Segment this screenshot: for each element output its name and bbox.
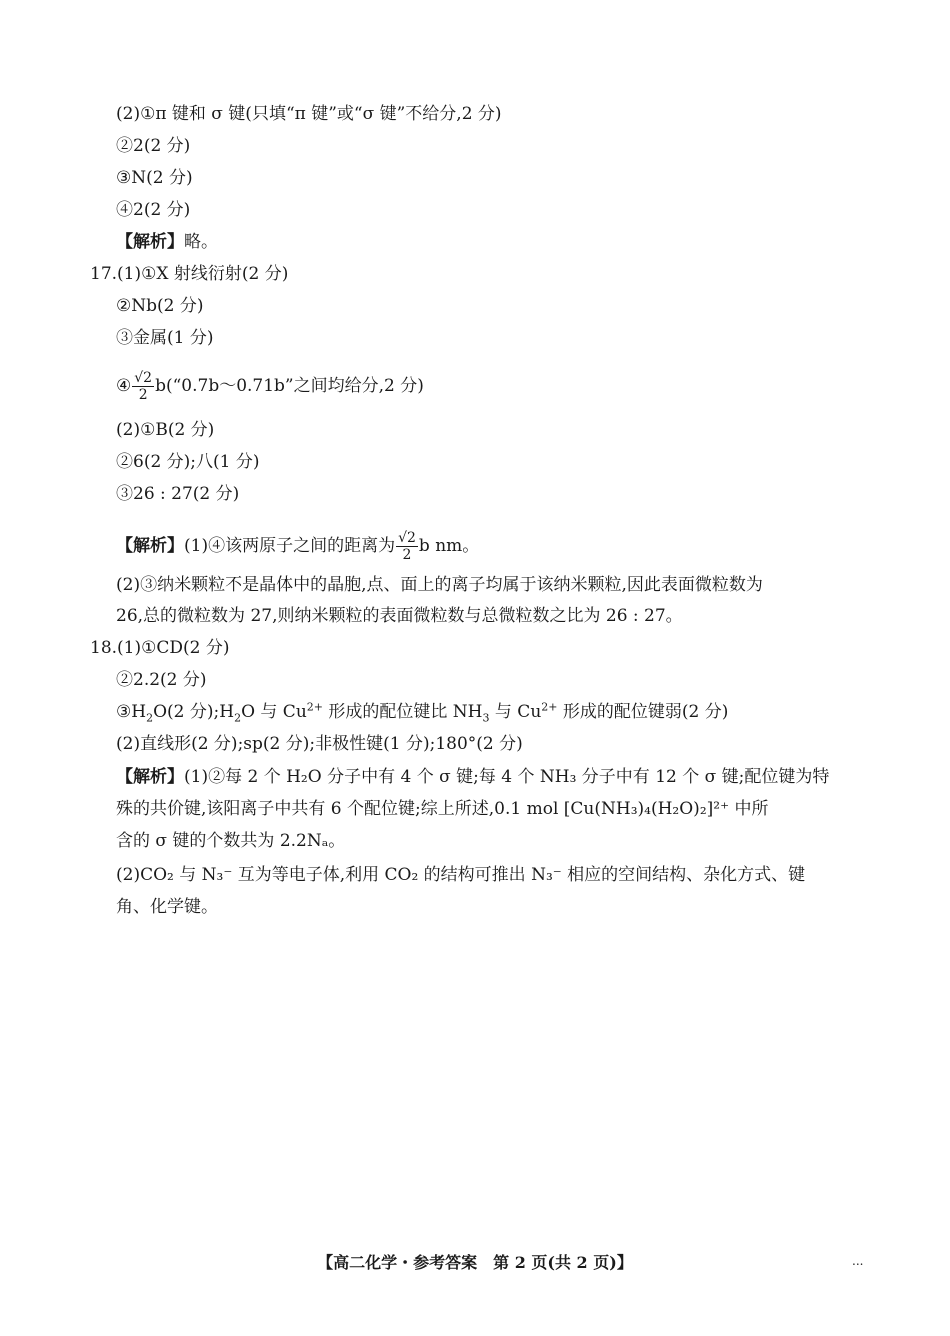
analysis-text: 略。 xyxy=(184,232,218,252)
answer-text: b(“0.7b～0.71b”之间均给分,2 分) xyxy=(155,376,424,396)
subscript: 3 xyxy=(482,711,490,725)
q17-part1-4 xyxy=(116,370,424,403)
page-footer: 【高二化学・参考答案 第 2 页(共 2 页)】 xyxy=(317,1253,633,1272)
q17-part1-2: ②Nb(2 分) xyxy=(116,296,204,316)
q16-part2-3: ③N(2 分) xyxy=(116,168,193,188)
analysis-text: (1)②每 2 个 H₂O 分子中有 4 个 σ 键;每 4 个 NH₃ 分子中有 12 个 σ 键;配位键为特 xyxy=(184,767,830,787)
subscript: 2 xyxy=(146,711,154,725)
q17-analysis-2a: (2)③纳米颗粒不是晶体中的晶胞,点、面上的离子均属于该纳米颗粒,因此表面微粒数为 xyxy=(116,575,763,595)
q17-part2-1: (2)①B(2 分) xyxy=(116,420,215,440)
text: ③H xyxy=(116,702,147,722)
q18-analysis-2: 殊的共价键,该阳离子中共有 6 个配位键;综上所述,0.1 mol [Cu(NH₃)₄(H₂O)₂]²⁺ 中所 xyxy=(116,799,769,819)
analysis-label: 【解析】 xyxy=(116,767,184,787)
fraction-denominator: 2 xyxy=(138,387,148,403)
q18-analysis-3: 含的 σ 键的个数共为 2.2Nₐ。 xyxy=(116,831,346,851)
q16-analysis xyxy=(116,230,218,254)
text: O 与 Cu xyxy=(241,702,307,722)
q18-analysis-1 xyxy=(116,765,829,789)
text: 形成的配位键弱(2 分) xyxy=(557,702,729,722)
fraction xyxy=(396,530,418,563)
footer-dots: ... xyxy=(852,1254,864,1268)
q16-part2-2: ②2(2 分) xyxy=(116,136,191,156)
q18-part2-1: (2)直线形(2 分);sp(2 分);非极性键(1 分);180°(2 分) xyxy=(116,734,523,754)
analysis-label: 【解析】 xyxy=(116,232,184,252)
subscript: 2 xyxy=(234,711,242,725)
superscript: 2+ xyxy=(306,700,323,714)
fraction-numerator: √2 xyxy=(134,370,153,386)
q17-part2-2: ②6(2 分);八(1 分) xyxy=(116,452,260,472)
analysis-text: b nm。 xyxy=(418,536,480,556)
circled-4: ④ xyxy=(116,376,132,396)
text: O(2 分);H xyxy=(153,702,235,722)
q17-analysis-1 xyxy=(116,530,479,563)
q16-part2-4: ④2(2 分) xyxy=(116,200,191,220)
text: 与 Cu xyxy=(489,702,542,722)
fraction-numerator: √2 xyxy=(398,530,416,546)
q17-part2-3: ③26 : 27(2 分) xyxy=(116,484,240,504)
fraction xyxy=(132,370,154,403)
q18-part1-3 xyxy=(116,700,728,724)
text: 形成的配位键比 NH xyxy=(322,702,483,722)
q18-part1-2: ②2.2(2 分) xyxy=(116,670,207,690)
q17-analysis-2b: 26,总的微粒数为 27,则纳米颗粒的表面微粒数与总微粒数之比为 26 : 27。 xyxy=(116,606,683,626)
analysis-text: (1)④该两原子之间的距离为 xyxy=(184,536,396,556)
q16-part2-1: (2)①π 键和 σ 键(只填“π 键”或“σ 键”不给分,2 分) xyxy=(116,104,502,124)
q18-part1-1: 18.(1)①CD(2 分) xyxy=(90,638,230,658)
analysis-label: 【解析】 xyxy=(116,536,184,556)
superscript: 2+ xyxy=(541,700,558,714)
q17-part1-3: ③金属(1 分) xyxy=(116,328,214,348)
fraction-denominator: 2 xyxy=(402,547,412,563)
q18-analysis-5: 角、化学键。 xyxy=(116,897,218,917)
q18-analysis-4: (2)CO₂ 与 N₃⁻ 互为等电子体,利用 CO₂ 的结构可推出 N₃⁻ 相应的空间结构、杂化方式、键 xyxy=(116,865,806,885)
q17-part1-1: 17.(1)①X 射线衍射(2 分) xyxy=(90,264,289,284)
